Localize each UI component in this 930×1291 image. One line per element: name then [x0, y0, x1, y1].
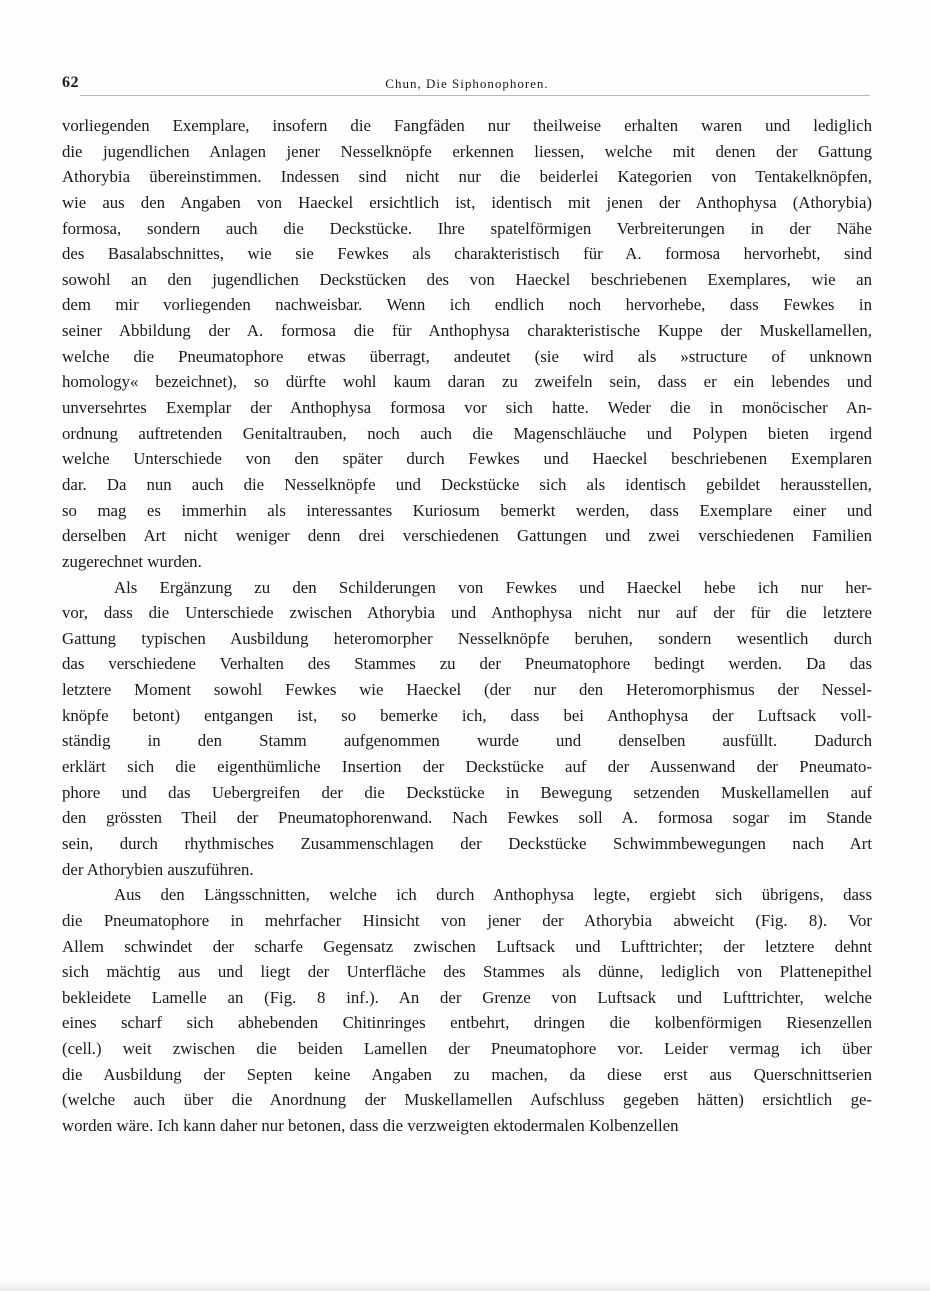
text-line: formosa, sondern auch die Deckstücke. Ihre spatelförmigen Verbreiterungen in der Nähe [62, 218, 872, 238]
text-line: die Ausbildung der Septen keine Angaben zu machen, da diese erst aus Querschnittserien [62, 1064, 872, 1084]
text-line: wie aus den Angaben von Haeckel ersichtlich ist, identisch mit jenen der Anthophysa (Athorybia) [62, 192, 872, 212]
text-line: Allem schwindet der scharfe Gegensatz zwischen Luftsack und Lufttrichter; der letztere dehnt [62, 936, 872, 956]
text-line: welche die Pneumatophore etwas überragt, andeutet (sie wird als »structure of unknown [62, 346, 872, 366]
text-line: sein, durch rhythmisches Zusammenschlagen der Deckstücke Schwimmbewegungen nach Art [62, 833, 872, 853]
text-line: so mag es immerhin als interessantes Kuriosum bemerkt werden, dass Exemplare einer und [62, 500, 872, 520]
text-line: sich mächtig aus und liegt der Unterfläche des Stammes als dünne, lediglich von Plattenepithel [62, 962, 872, 982]
text-line: bekleidete Lamelle an (Fig. 8 inf.). An der Grenze von Luftsack und Lufttrichter, welche [62, 987, 872, 1007]
text-line: (welche auch über die Anordnung der Muskellamellen Aufschluss gegeben hätten) ersichtlich ge- [62, 1090, 872, 1110]
running-head: Chun, Die Siphonophoren. [385, 76, 549, 91]
text-line: worden wäre. Ich kann daher nur betonen, dass die verzweigten ektodermalen Kolbenzellen [62, 1115, 679, 1135]
text-line: Als Ergänzung zu den Schilderungen von Fewkes und Haeckel hebe ich nur her- [114, 577, 872, 597]
text-line: (cell.) weit zwischen die beiden Lamellen der Pneumatophore vor. Leider vermag ich über [62, 1039, 872, 1059]
text-line: der Athorybien auszuführen. [62, 859, 254, 879]
scan-edge [0, 1277, 930, 1291]
text-line: ständig in den Stamm aufgenommen wurde und denselben ausfüllt. Dadurch [62, 731, 872, 751]
text-line: erklärt sich die eigenthümliche Insertion der Deckstücke auf der Aussenwand der Pneumato- [62, 757, 872, 777]
text-line: dar. Da nun auch die Nesselknöpfe und Deckstücke sich als identisch gebildet herausstellen, [62, 474, 872, 494]
text-line: letztere Moment sowohl Fewkes wie Haeckel (der nur den Heteromorphismus der Nessel- [62, 680, 872, 700]
text-line: Gattung typischen Ausbildung heteromorpher Nesselknöpfe beruhen, sondern wesentlich durch [62, 628, 872, 648]
body-text [62, 113, 872, 1139]
text-line: sowohl an den jugendlichen Deckstücken des von Haeckel beschriebenen Exemplares, wie an [62, 269, 872, 289]
text-line: vor, dass die Unterschiede zwischen Athorybia und Anthophysa nicht nur auf der für die letztere [62, 603, 872, 623]
text-line: Aus den Längsschnitten, welche ich durch Anthophysa legte, ergiebt sich übrigens, dass [114, 885, 872, 905]
text-line: eines scharf sich abhebenden Chitinringes entbehrt, dringen die kolbenförmigen Riesenzellen [62, 1013, 872, 1033]
text-line: unversehrtes Exemplar der Anthophysa formosa vor sich hatte. Weder die in monöcischer An- [62, 398, 872, 418]
text-line: welche Unterschiede von den später durch Fewkes und Haeckel beschriebenen Exemplaren [62, 449, 872, 469]
paragraph [62, 113, 872, 575]
page-number: 62 [62, 74, 79, 91]
paragraph [62, 575, 872, 883]
text-line: ordnung auftretenden Genitaltrauben, noch auch die Magenschläuche und Polypen bieten irgend [62, 423, 872, 443]
header-rule [80, 95, 870, 96]
text-line: zugerechnet wurden. [62, 551, 202, 571]
text-line: Athorybia übereinstimmen. Indessen sind nicht nur die beiderlei Kategorien von Tentakelknöpfen, [62, 167, 872, 187]
text-line: das verschiedene Verhalten des Stammes zu der Pneumatophore bedingt werden. Da das [62, 654, 872, 674]
text-line: homology« bezeichnet), so dürfte wohl kaum daran zu zweifeln sein, dass er ein lebendes und [62, 372, 872, 392]
text-line: den grössten Theil der Pneumatophorenwand. Nach Fewkes soll A. formosa sogar im Stande [62, 808, 872, 828]
text-line: vorliegenden Exemplare, insofern die Fangfäden nur theilweise erhalten waren und lediglich [62, 116, 872, 135]
text-line: derselben Art nicht weniger denn drei verschiedenen Gattungen und zwei verschiedenen Familien [62, 526, 872, 546]
paragraph [62, 882, 872, 1138]
text-line: phore und das Uebergreifen der die Deckstücke in Bewegung setzenden Muskellamellen auf [62, 782, 872, 802]
page-header [62, 74, 872, 94]
text-line: knöpfe betont) entgangen ist, so bemerke ich, dass bei Anthophysa der Luftsack voll- [62, 705, 872, 725]
text-line: die Pneumatophore in mehrfacher Hinsicht von jener der Athorybia abweicht (Fig. 8). Vor [62, 910, 872, 930]
text-line: des Basalabschnittes, wie sie Fewkes als charakteristisch für A. formosa hervorhebt, sind [62, 244, 872, 264]
text-line: dem mir vorliegenden nachweisbar. Wenn ich endlich noch hervorhebe, dass Fewkes in [62, 295, 872, 315]
text-line: seiner Abbildung der A. formosa die für Anthophysa charakteristische Kuppe der Muskellamellen, [62, 321, 872, 341]
text-line: die jugendlichen Anlagen jener Nesselknöpfe erkennen liessen, welche mit denen der Gattung [62, 141, 872, 161]
